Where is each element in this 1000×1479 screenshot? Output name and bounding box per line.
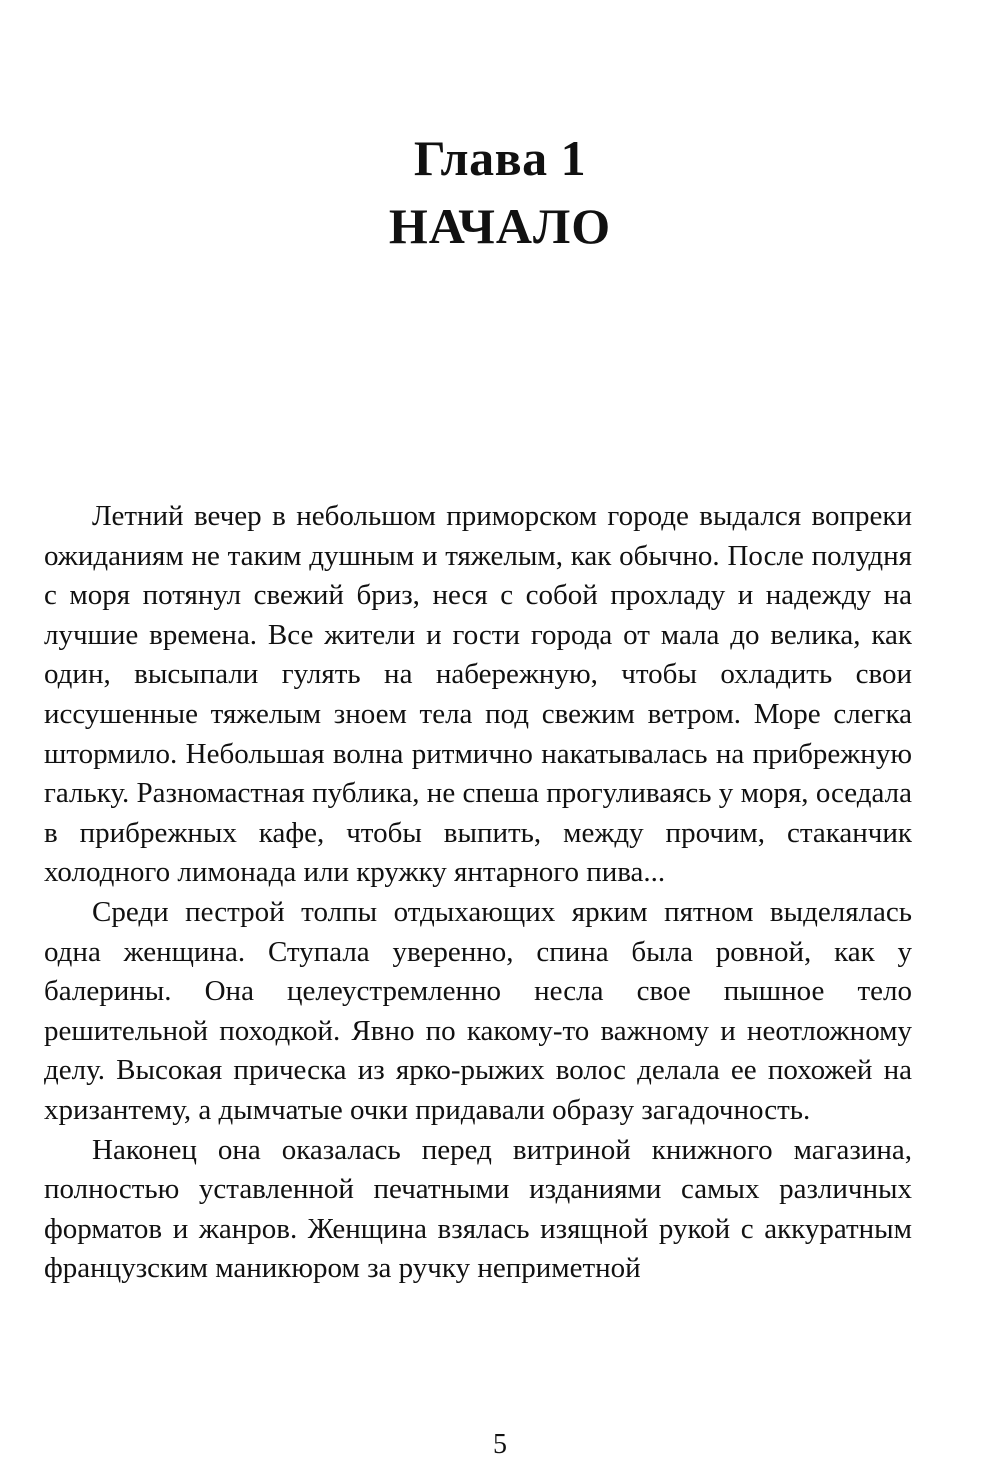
paragraph: Среди пестрой толпы отдыхающих ярким пятном выделялась одна женщина. Ступала уверенно, спина была ровной, как у балерины. Она целеустремленно несла свое пышное тело решительной походкой. Явно по какому-то важному и неотложному делу. Высокая прическа из ярко-рыжих волос делала ее похожей на хризантему, а дымчатые очки придавали образу загадочность. [44, 895, 912, 1126]
chapter-title: НАЧАЛО [388, 198, 612, 254]
chapter-number: Глава 1 [413, 130, 587, 186]
chapter-heading [0, 128, 1000, 256]
paragraph: Летний вечер в небольшом приморском городе выдался вопреки ожиданиям не таким душным и тяжелым, как обычно. После полудня с моря потянул свежий бриз, неся с собой прохладу и надежду на лучшие времена. Все жители и гости города от мала до велика, как один, высыпали гулять на набережную, чтобы охладить свои иссушенные тяжелым зноем тела под свежим ветром. Море слегка штормило. Небольшая волна ритмично накатывалась на прибрежную гальку. Разномастная публика, не спеша прогуливаясь у моря, оседала в прибрежных кафе, чтобы выпить, между прочим, стаканчик холодного лимонада или кружку янтарного пива... [44, 500, 912, 889]
body-text [44, 497, 912, 1289]
page-number: 5 [493, 1429, 507, 1460]
paragraph: Наконец она оказалась перед витриной книжного магазина, полностью уставленной печатными изданиями самых различных форматов и жанров. Женщина взялась изящной рукой с аккуратным французским маникюром за ручку неприметной [44, 1133, 912, 1285]
